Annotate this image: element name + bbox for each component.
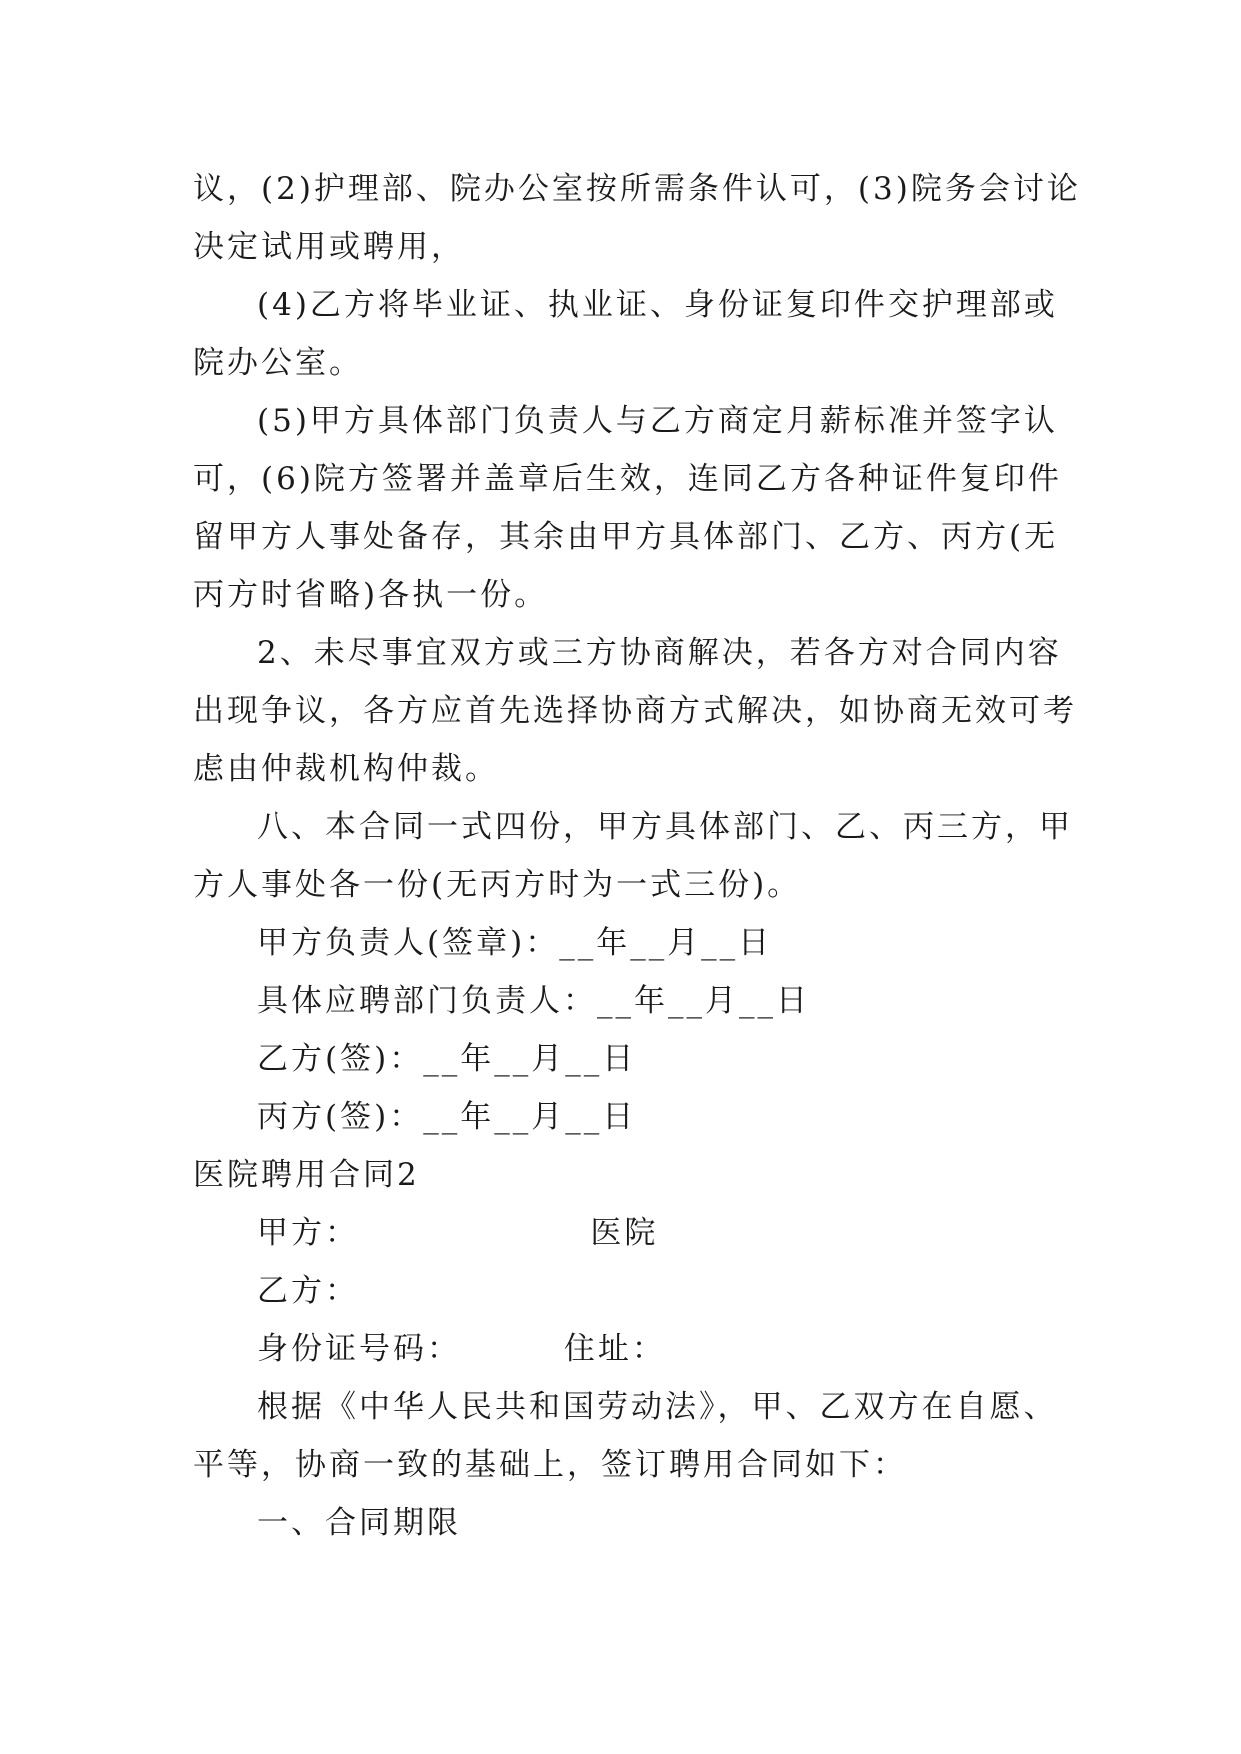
text-line: 决定试用或聘用， [193,229,465,265]
text-line: 丙方时省略)各执一份。 [193,577,549,613]
document-body [193,160,1081,1552]
section-heading: 一、合同期限 [257,1505,461,1541]
text-line: 可，(6)院方签署并盖章后生效，连同乙方各种证件复印件 [193,461,1062,497]
text-line: 方人事处各一份(无丙方时为一式三份)。 [193,867,802,903]
signature-line: 甲方负责人(签章)：__年__月__日 [257,925,773,961]
text-line: 议，(2)护理部、院办公室按所需条件认可，(3)院务会讨论 [193,171,1081,207]
signature-line: 丙方(签)：__年__月__日 [257,1099,637,1135]
text-line: 根据《中华人民共和国劳动法》，甲、乙双方在自愿、 [257,1389,1058,1425]
id-address-line: 身份证号码： 住址： [257,1331,666,1367]
text-line: 出现争议，各方应首先选择协商方式解决，如协商无效可考 [193,693,1077,729]
text-line: 2、未尽事宜双方或三方协商解决，若各方对合同内容 [257,635,1062,671]
text-line: (4)乙方将毕业证、执业证、身份证复印件交护理部或 [257,287,1058,323]
text-line: (5)甲方具体部门负责人与乙方商定月薪标准并签字认 [257,403,1058,439]
text-line: 平等，协商一致的基础上，签订聘用合同如下： [193,1447,907,1483]
text-line: 虑由仲裁机构仲裁。 [193,751,499,787]
text-line: 院办公室。 [193,345,363,381]
text-line: 八、本合同一式四份，甲方具体部门、乙、丙三方，甲 [257,809,1073,845]
contract-title: 医院聘用合同2 [193,1157,420,1193]
text-line: 留甲方人事处备存，其余由甲方具体部门、乙方、丙方(无 [193,519,1059,555]
party-a-line: 甲方： 医院 [257,1215,659,1251]
party-b-line: 乙方： [257,1273,359,1309]
signature-line: 乙方(签)：__年__月__日 [257,1041,637,1077]
signature-line: 具体应聘部门负责人：__年__月__日 [257,983,810,1019]
